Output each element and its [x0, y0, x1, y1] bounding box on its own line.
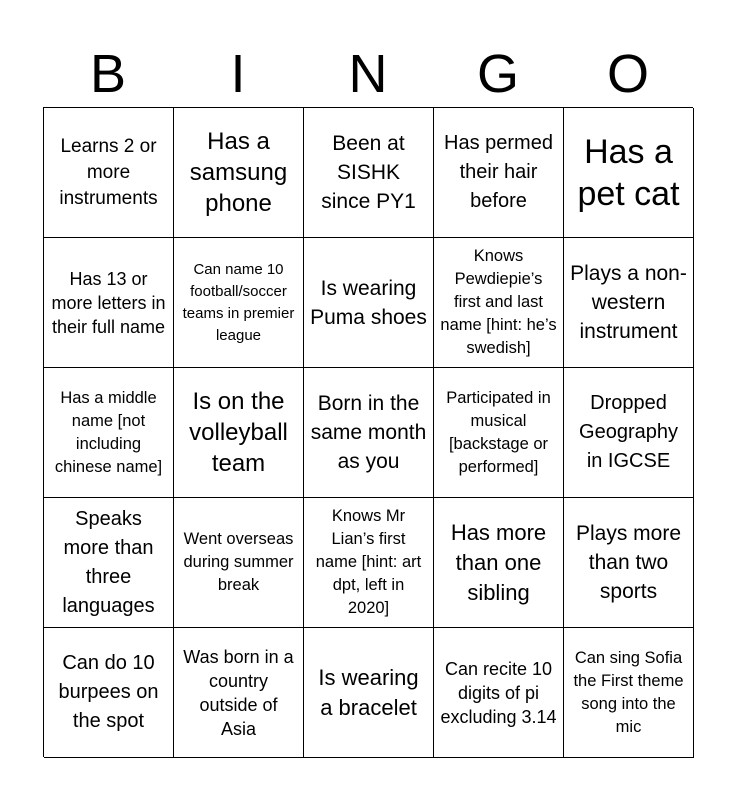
bingo-cell[interactable] [434, 238, 564, 368]
bingo-cell[interactable] [44, 628, 174, 758]
cell-text: Plays more than two sports [575, 522, 682, 603]
cell-text: Can do 10 burpees on the spot [58, 652, 159, 732]
cell-text: Has a pet cat [577, 132, 680, 213]
cell-text: Plays a non-western instrument [570, 262, 687, 343]
header-letter-g: G [476, 44, 519, 104]
cell-text: Has 13 or more letters in their full name [51, 268, 166, 337]
bingo-cell[interactable] [564, 368, 694, 498]
cell-text: Has a middle name [not including chinese name] [54, 388, 163, 476]
bingo-cell[interactable] [44, 238, 174, 368]
bingo-cell[interactable] [434, 108, 564, 238]
cell-text: Can recite 10 digits of pi excluding 3.14 [440, 658, 557, 727]
bingo-cell[interactable] [434, 368, 564, 498]
header-letter-i: I [230, 44, 246, 104]
cell-text: Has more than one sibling [450, 519, 547, 605]
cell-text: Has permed their hair before [444, 132, 553, 212]
cell-text: Is wearing a bracelet [318, 664, 419, 720]
bingo-cell[interactable] [304, 108, 434, 238]
bingo-cell[interactable] [174, 238, 304, 368]
cell-text: Can name 10 football/soccer teams in premier league [182, 260, 295, 344]
cell-text: Is wearing Puma shoes [310, 276, 427, 329]
bingo-cell[interactable] [434, 498, 564, 628]
bingo-cell[interactable] [174, 368, 304, 498]
cell-text: Learns 2 or more instruments [59, 135, 158, 209]
cell-text: Born in the same month as you [310, 392, 427, 473]
header-letter-n: N [348, 44, 388, 104]
cell-text: Knows Pewdiepie’s first and last name [hint: he’s swedish] [440, 247, 557, 357]
bingo-cell[interactable] [564, 628, 694, 758]
cell-text: Has a samsung phone [189, 128, 288, 217]
bingo-cell[interactable] [44, 368, 174, 498]
cell-text: Dropped Geography in IGCSE [579, 392, 678, 472]
bingo-cell[interactable] [564, 498, 694, 628]
bingo-cell[interactable] [304, 628, 434, 758]
bingo-cell[interactable] [174, 498, 304, 628]
header-letter-b: B [89, 44, 127, 104]
bingo-cell[interactable] [304, 238, 434, 368]
cell-text: Can sing Sofia the First theme song into the mic [573, 648, 684, 736]
header-letter-o: O [606, 44, 649, 104]
cell-text: Was born in a country outside of Asia [183, 646, 294, 739]
bingo-cell[interactable] [174, 108, 304, 238]
bingo-cell[interactable] [434, 628, 564, 758]
cell-text: Been at SISHK since PY1 [321, 132, 416, 213]
bingo-cell[interactable] [304, 498, 434, 628]
bingo-cell[interactable] [304, 368, 434, 498]
bingo-cell[interactable] [564, 108, 694, 238]
cell-text: Participated in musical [backstage or performed] [446, 388, 551, 476]
bingo-cell[interactable] [44, 108, 174, 238]
cell-text: Speaks more than three languages [62, 507, 155, 617]
bingo-cell[interactable] [174, 628, 304, 758]
cell-text: Knows Mr Lian’s first name [hint: art dpt, left in 2020] [315, 507, 422, 617]
bingo-cell[interactable] [44, 498, 174, 628]
cell-text: Is on the volleyball team [189, 388, 288, 477]
bingo-header [43, 40, 693, 108]
bingo-grid [43, 107, 693, 757]
bingo-cell[interactable] [564, 238, 694, 368]
cell-text: Went overseas during summer break [183, 530, 294, 594]
